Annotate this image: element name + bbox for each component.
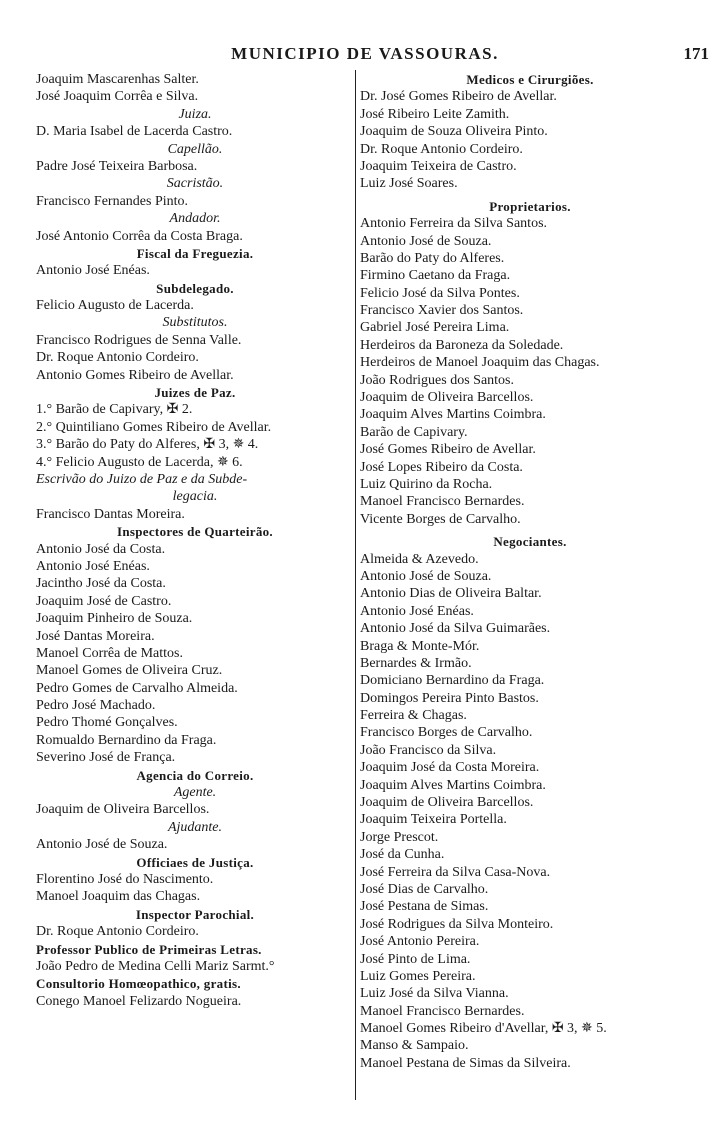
section-heading-subdelegado: Subdelegado.: [156, 280, 234, 296]
entry: Joaquim Pinheiro de Souza.: [36, 611, 193, 627]
entry: Domingos Pereira Pinto Bastos.: [360, 690, 539, 706]
entry: Joaquim Alves Martins Coimbra.: [360, 777, 546, 793]
right-column: [360, 71, 700, 1072]
entry: Barão do Paty do Alferes.: [360, 250, 505, 266]
entry: João Pedro de Medina Celli Mariz Sarmt.°: [36, 958, 275, 974]
entry: 3.° Barão do Paty do Alferes, ✠ 3, ✵ 4.: [36, 437, 259, 453]
subheading-andador: Andador.: [169, 211, 221, 227]
entry: Bernardes & Irmão.: [360, 655, 472, 671]
entry: José Joaquim Corrêa e Silva.: [36, 89, 199, 105]
entry: 4.° Felicio Augusto de Lacerda, ✵ 6.: [36, 454, 243, 470]
entry: Francisco Borges de Carvalho.: [360, 725, 533, 741]
entry: Jacintho José da Costa.: [36, 576, 166, 592]
entry: Francisco Dantas Moreira.: [36, 506, 185, 522]
entry: Joaquim de Souza Oliveira Pinto.: [360, 124, 548, 140]
entry: Barão de Capivary.: [360, 424, 468, 440]
entry: José Pestana de Simas.: [360, 899, 489, 915]
entry: Antonio José Enéas.: [36, 558, 150, 574]
entry: Dr. Roque Antonio Cordeiro.: [36, 924, 199, 940]
entry: Felicio Augusto de Lacerda.: [36, 298, 194, 314]
entry: Firmino Caetano da Fraga.: [360, 268, 511, 284]
entry: Florentino José do Nascimento.: [36, 871, 214, 887]
entry: José da Cunha.: [360, 847, 445, 863]
entry: Manoel Gomes Ribeiro d'Avellar, ✠ 3, ✵ 5.: [360, 1021, 607, 1037]
subheading-capellao: Capellão.: [167, 141, 223, 157]
subheading-escrivao-cont: legacia.: [172, 489, 218, 505]
entry: 2.° Quintiliano Gomes Ribeiro de Avellar.: [36, 419, 272, 435]
entry: Severino José de França.: [36, 750, 176, 766]
entry: Antonio José de Souza.: [360, 233, 492, 249]
entry: Pedro Thomé Gonçalves.: [36, 715, 178, 731]
entry: Manoel Corrêa de Mattos.: [36, 645, 183, 661]
entry: Dr. Roque Antonio Cordeiro.: [36, 350, 199, 366]
entry: Manoel Francisco Bernardes.: [360, 494, 525, 510]
entry: Pedro Gomes de Carvalho Almeida.: [36, 680, 238, 696]
subheading-escrivao: Escrivão do Juizo de Paz e da Subde-: [36, 471, 248, 487]
entry: João Francisco da Silva.: [360, 742, 497, 758]
section-heading-medicos: Medicos e Cirurgiões.: [466, 72, 594, 87]
section-heading-proprietarios: Proprietarios.: [489, 198, 571, 214]
entry: Luiz Quirino da Rocha.: [360, 476, 493, 492]
section-heading-professor: Professor Publico de Primeiras Letras.: [36, 941, 262, 957]
entry: Romualdo Bernardino da Fraga.: [36, 732, 217, 748]
entry: José Antonio Corrêa da Costa Braga.: [36, 228, 243, 244]
entry: Luiz José da Silva Vianna.: [360, 986, 509, 1002]
entry: Francisco Rodrigues de Senna Valle.: [36, 332, 242, 348]
entry: Luiz Gomes Pereira.: [360, 968, 476, 984]
entry: Joaquim de Oliveira Barcellos.: [36, 802, 210, 818]
subheading-substitutos: Substitutos.: [162, 315, 228, 331]
entry: José Antonio Pereira.: [360, 934, 480, 950]
page-number: 171: [683, 44, 709, 63]
entry: Joaquim Mascarenhas Salter.: [36, 72, 199, 87]
entry: Antonio José de Souza.: [36, 837, 168, 853]
entry: Vicente Borges de Carvalho.: [360, 511, 521, 527]
entry: Padre José Teixeira Barbosa.: [36, 158, 198, 174]
entry: Antonio José da Costa.: [36, 541, 166, 557]
entry: Joaquim Teixeira Portella.: [360, 812, 507, 828]
subheading-agente: Agente.: [173, 785, 217, 801]
subheading-ajudante: Ajudante.: [167, 819, 223, 835]
page-title: MUNICIPIO DE VASSOURAS.: [231, 44, 499, 63]
entry: Francisco Xavier dos Santos.: [360, 303, 524, 319]
entry: José Rodrigues da Silva Monteiro.: [360, 916, 554, 932]
entry: José Dias de Carvalho.: [360, 881, 489, 897]
entry: Luiz José Soares.: [360, 176, 458, 192]
entry: Dr. José Gomes Ribeiro de Avellar.: [360, 89, 557, 105]
entry: Antonio José de Souza.: [360, 568, 492, 584]
subheading-sacristao: Sacristão.: [166, 176, 224, 192]
entry: Almeida & Azevedo.: [360, 551, 479, 567]
section-heading-negociantes: Negociantes.: [493, 534, 567, 550]
entry: Antonio José da Silva Guimarães.: [360, 621, 551, 637]
section-heading-officiaes: Officiaes de Justiça.: [136, 854, 254, 870]
entry: Manoel Gomes de Oliveira Cruz.: [36, 663, 223, 679]
entry: Dr. Roque Antonio Cordeiro.: [360, 141, 523, 157]
entry: Antonio Dias de Oliveira Baltar.: [360, 586, 542, 602]
column-divider: [355, 70, 356, 1100]
entry: Manoel Francisco Bernardes.: [360, 1003, 525, 1019]
entry: Manoel Joaquim das Chagas.: [36, 889, 201, 905]
entry: 1.° Barão de Capivary, ✠ 2.: [36, 402, 193, 418]
entry: José Gomes Ribeiro de Avellar.: [360, 442, 536, 458]
entry: José Pinto de Lima.: [360, 951, 471, 967]
section-heading-consultorio: Consultorio Homœopathico, gratis.: [36, 976, 241, 992]
entry: Joaquim José de Castro.: [36, 593, 172, 609]
subheading-juiza: Juiza.: [178, 106, 212, 122]
entry: Jorge Prescot.: [360, 829, 439, 845]
entry: Joaquim Alves Martins Coimbra.: [360, 407, 546, 423]
entry: Antonio José Enéas.: [360, 603, 474, 619]
entry: Joaquim de Oliveira Barcellos.: [360, 795, 534, 811]
entry: Pedro José Machado.: [36, 698, 156, 714]
left-column: [36, 71, 354, 1010]
entry: Antonio Ferreira da Silva Santos.: [360, 216, 548, 232]
entry: Braga & Monte-Mór.: [360, 638, 480, 654]
entry: Joaquim José da Costa Moreira.: [360, 760, 540, 776]
entry: Joaquim Teixeira de Castro.: [360, 158, 517, 174]
section-heading-inspector-parochial: Inspector Parochial.: [135, 906, 255, 922]
entry: Francisco Fernandes Pinto.: [36, 193, 189, 209]
entry: Herdeiros da Baroneza da Soledade.: [360, 337, 564, 353]
entry: Felicio José da Silva Pontes.: [360, 285, 520, 301]
entry: João Rodrigues dos Santos.: [360, 372, 514, 388]
entry: Manso & Sampaio.: [360, 1038, 469, 1054]
entry: Joaquim de Oliveira Barcellos.: [360, 390, 534, 406]
entry: José Ribeiro Leite Zamith.: [360, 106, 510, 122]
entry: Conego Manoel Felizardo Nogueira.: [36, 993, 242, 1009]
entry: Antonio Gomes Ribeiro de Avellar.: [36, 367, 234, 383]
entry: Ferreira & Chagas.: [360, 708, 467, 724]
section-heading-fiscal: Fiscal da Freguezia.: [136, 245, 254, 261]
entry: Gabriel José Pereira Lima.: [360, 320, 510, 336]
section-heading-correio: Agencia do Correio.: [136, 767, 254, 783]
entry: Herdeiros de Manoel Joaquim das Chagas.: [360, 355, 600, 371]
entry: Domiciano Bernardino da Fraga.: [360, 673, 545, 689]
entry: Manoel Pestana de Simas da Silveira.: [360, 1055, 571, 1071]
section-heading-juizes-paz: Juizes de Paz.: [154, 385, 236, 401]
entry: José Lopes Ribeiro da Costa.: [360, 459, 523, 475]
page-header: [0, 44, 725, 68]
entry: D. Maria Isabel de Lacerda Castro.: [36, 124, 233, 140]
entry: Antonio José Enéas.: [36, 263, 150, 279]
entry: José Ferreira da Silva Casa-Nova.: [360, 864, 551, 880]
section-heading-inspectores: Inspectores de Quarteirão.: [117, 524, 273, 540]
entry: José Dantas Moreira.: [36, 628, 155, 644]
